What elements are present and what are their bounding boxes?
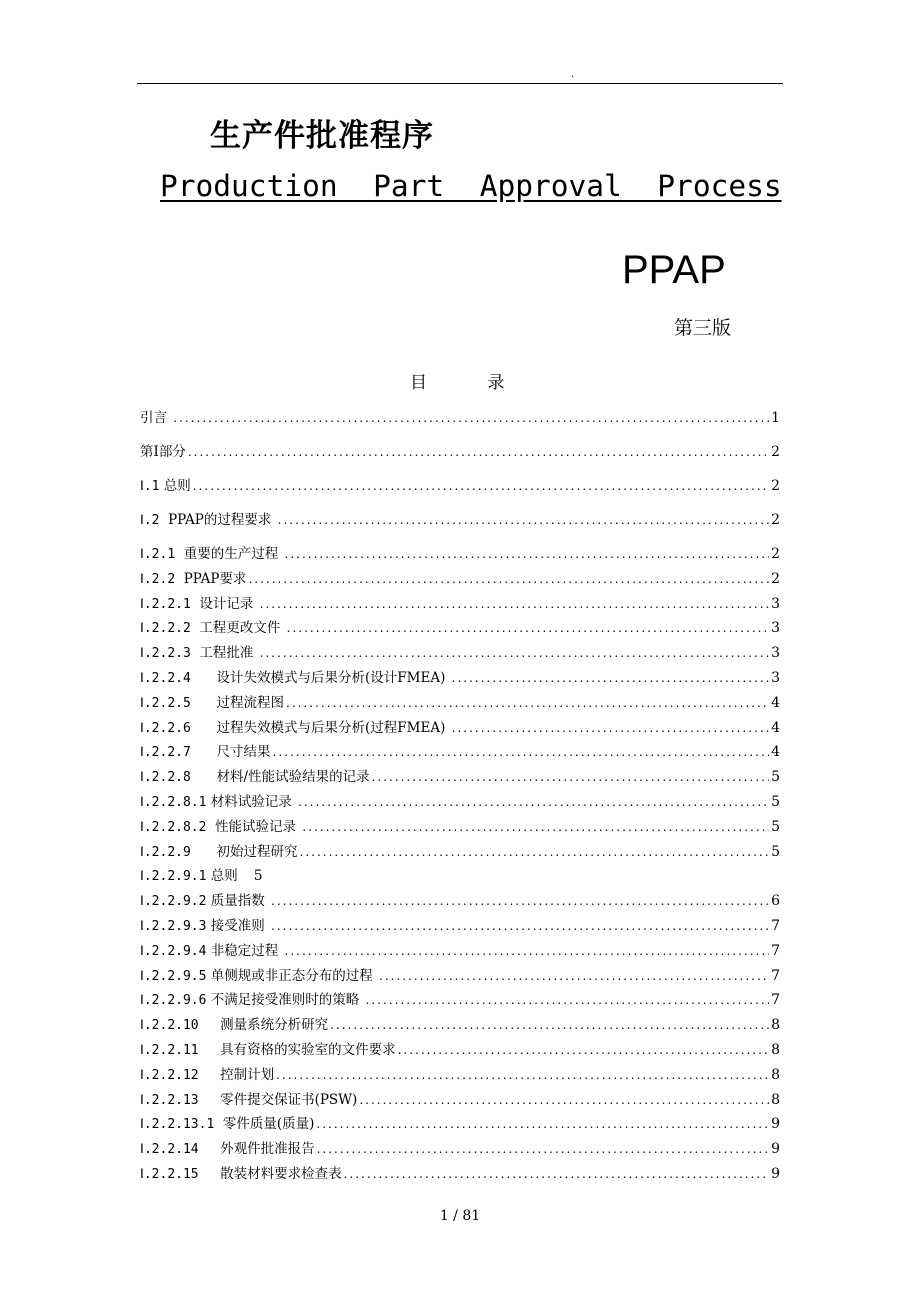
toc-entry[interactable]: [140, 1013, 780, 1038]
toc-entry-page: 2: [771, 444, 780, 460]
toc-entry-title: 总则: [159, 478, 191, 494]
toc-entry-page: 3: [771, 620, 780, 637]
toc-entry-number: Ⅰ.2.2: [140, 571, 176, 587]
toc-entry-number: Ⅰ.2.2.6: [140, 720, 191, 736]
toc-dot-leader: [300, 845, 770, 859]
toc-dot-leader: [372, 770, 769, 784]
toc-entry-number: Ⅰ.2.2.9.4: [140, 943, 207, 959]
toc-entry-title: 性能试验记录: [206, 818, 301, 835]
toc-entry-label: [140, 440, 186, 460]
toc-entry-number: Ⅰ.2.2.7: [140, 745, 191, 761]
toc-entry-title: PPAP的过程要求: [159, 512, 276, 528]
toc-entry-page: 1: [771, 410, 780, 426]
toc-dot-leader: [260, 597, 769, 611]
toc-dot-leader: [271, 894, 769, 908]
toc-entry-number: Ⅰ.2.2.13.1: [140, 1117, 215, 1133]
toc-entry-label: [140, 1112, 314, 1132]
toc-entry-title: 材料/性能试验结果的记录: [190, 769, 370, 786]
toc-dot-leader: [452, 671, 769, 685]
toc-dot-leader: [278, 513, 769, 527]
toc-dot-leader: [302, 820, 769, 834]
toc-entry-number: Ⅰ.2: [140, 513, 160, 528]
toc-entry-label: [140, 641, 258, 661]
toc-entry[interactable]: [140, 864, 780, 889]
document-title-english: Production Part Approval Process: [160, 169, 782, 203]
toc-entry-page: 5: [771, 793, 780, 810]
toc-entry-label: [140, 508, 276, 528]
toc-dot-leader: [287, 621, 769, 635]
toc-entry[interactable]: [140, 716, 780, 741]
toc-entry-page: 5: [253, 868, 263, 885]
toc-entry[interactable]: [140, 889, 780, 914]
toc-dot-leader: [260, 646, 769, 660]
document-title-chinese: 生产件批准程序: [210, 118, 434, 154]
toc-entry-label: [140, 1038, 396, 1058]
toc-entry-page: 3: [771, 669, 780, 686]
toc-entry[interactable]: [140, 815, 780, 840]
toc-entry-number: Ⅰ.2.2.5: [140, 695, 191, 711]
toc-entry-title: 设计失效模式与后果分析(设计FMEA): [190, 669, 450, 686]
toc-entry-title: 质量指数: [206, 893, 270, 910]
toc-entry-title: 控制计划: [198, 1066, 275, 1083]
toc-entry-label: [140, 691, 284, 711]
toc-entry-title: 不满足接受准则时的策略: [206, 992, 364, 1009]
header-rule: [137, 83, 783, 84]
toc-heading: 目 录: [410, 373, 505, 393]
toc-entry-label: [140, 790, 296, 810]
toc-dot-leader: [188, 445, 769, 459]
toc-entry-title: 过程失效模式与后果分析(过程FMEA): [190, 719, 450, 736]
toc-entry-label: [140, 1063, 274, 1083]
toc-entry[interactable]: [140, 592, 780, 617]
toc-entry-number: Ⅰ.2.2.14: [140, 1142, 199, 1158]
toc-dot-leader: [366, 993, 770, 1007]
toc-entry-title: 第Ⅰ部分: [140, 444, 186, 460]
toc-entry[interactable]: [140, 641, 780, 666]
toc-entry-number: Ⅰ.2.2.9.6: [140, 993, 207, 1009]
toc-entry-title: PPAP要求: [175, 570, 247, 587]
toc-dot-leader: [286, 696, 769, 710]
toc-entry-title: 外观件批准报告: [198, 1141, 315, 1158]
toc-dot-leader: [285, 547, 770, 561]
toc-entry-number: Ⅰ.2.2.13: [140, 1092, 199, 1108]
toc-entry-title: 过程流程图: [190, 694, 285, 711]
toc-entry[interactable]: [140, 508, 780, 542]
toc-entry-number: Ⅰ.2.2.10: [140, 1018, 199, 1034]
toc-entry-title: 非稳定过程: [206, 942, 283, 959]
toc-dot-leader: [330, 1018, 769, 1032]
toc-entry[interactable]: [140, 474, 780, 508]
toc-entry-label: [140, 406, 171, 426]
toc-entry-number: Ⅰ.2.2.9: [140, 844, 191, 860]
toc-entry-page: 4: [771, 719, 780, 736]
toc-entry[interactable]: [140, 691, 780, 716]
toc-entry[interactable]: [140, 840, 780, 865]
toc-entry-label: [140, 740, 271, 760]
toc-entry-label: [140, 567, 246, 587]
toc-entry-page: 2: [771, 546, 780, 562]
toc-entry-number: Ⅰ.2.2.9.2: [140, 894, 207, 910]
toc-entry-title: 总则: [206, 868, 238, 885]
toc-entry-page: 4: [771, 694, 780, 711]
toc-entry-number: Ⅰ.2.2.15: [140, 1166, 199, 1182]
toc-entry-page: 8: [771, 1041, 780, 1058]
toc-entry-label: [140, 939, 283, 959]
toc-dot-leader: [285, 944, 770, 958]
toc-entry-number: Ⅰ.2.2.8: [140, 770, 191, 786]
toc-entry[interactable]: [140, 1038, 780, 1063]
toc-entry-number: Ⅰ.2.2.9.3: [140, 918, 207, 934]
document-acronym: PPAP: [622, 248, 726, 292]
toc-entry-page: 5: [771, 769, 780, 786]
toc-entry-number: Ⅰ.2.2.8.2: [140, 819, 207, 835]
toc-entry-number: Ⅰ.2.2.9.5: [140, 968, 207, 984]
toc-entry-title: 测量系统分析研究: [198, 1017, 329, 1034]
toc-entry[interactable]: [140, 740, 780, 765]
toc-entry-page: 7: [771, 917, 780, 934]
toc-entry-title: 设计记录: [190, 595, 258, 612]
toc-entry[interactable]: [140, 406, 780, 440]
toc-entry-label: [140, 616, 285, 636]
toc-entry-label: [140, 964, 377, 984]
toc-dot-leader: [359, 1093, 769, 1107]
toc-dot-leader: [316, 1117, 769, 1131]
toc-entry-title: 尺寸结果: [190, 744, 271, 761]
toc-entry-page: 7: [771, 992, 780, 1009]
toc-entry[interactable]: [140, 1112, 780, 1137]
toc-entry-label: [140, 988, 364, 1008]
toc-entry[interactable]: [140, 440, 780, 474]
toc-entry-page: 5: [771, 818, 780, 835]
toc-entry-number: Ⅰ.2.2.9.1: [140, 869, 207, 885]
toc-entry-number: Ⅰ.2.2.1: [140, 596, 191, 612]
toc-entry-title: 具有资格的实验室的文件要求: [198, 1041, 396, 1058]
toc-entry[interactable]: [140, 1063, 780, 1088]
toc-entry[interactable]: [140, 666, 780, 691]
toc-entry-page: 9: [771, 1141, 780, 1158]
toc-entry[interactable]: [140, 1162, 780, 1187]
toc-entry-page: 6: [771, 893, 780, 910]
page-indicator: 1 / 81: [439, 1208, 481, 1224]
toc-entry-number: Ⅰ.2.2.8.1: [140, 794, 207, 810]
toc-entry[interactable]: [140, 1137, 780, 1162]
toc-entry[interactable]: [140, 616, 780, 641]
toc-dot-leader: [317, 1142, 769, 1156]
toc-entry[interactable]: [140, 542, 780, 567]
toc-dot-leader: [276, 1068, 769, 1082]
toc-dot-leader: [344, 1167, 769, 1181]
toc-entry[interactable]: [140, 964, 780, 989]
toc-entry-number: Ⅰ.2.2.4: [140, 670, 191, 686]
toc-entry-title: 单侧规或非正态分布的过程: [206, 967, 378, 984]
toc-entry-page: 2: [771, 570, 780, 587]
toc-dot-leader: [273, 745, 770, 759]
toc-entry-label: [140, 1162, 342, 1182]
toc-entry-label: [140, 914, 269, 934]
toc-entry-page: 5: [771, 843, 780, 860]
toc-entry-label: [140, 864, 238, 884]
toc-entry-label: [140, 1088, 357, 1108]
toc-entry[interactable]: [140, 765, 780, 790]
toc-entry-title: 重要的生产过程: [175, 546, 283, 562]
toc-entry-page: 3: [771, 595, 780, 612]
toc-entry-label: [140, 815, 300, 835]
toc-entry[interactable]: [140, 914, 780, 939]
table-of-contents: [140, 406, 780, 1187]
toc-entry-number: Ⅰ.2.2.11: [140, 1042, 199, 1058]
header-mark: .: [571, 69, 575, 80]
toc-entry-page: 8: [771, 1091, 780, 1108]
toc-entry-page: 2: [771, 512, 780, 528]
toc-entry[interactable]: [140, 939, 780, 964]
toc-entry-page: 7: [771, 967, 780, 984]
toc-entry-number: Ⅰ.2.1: [140, 547, 176, 562]
toc-entry-page: 8: [771, 1066, 780, 1083]
edition-label: 第三版: [674, 317, 732, 339]
toc-dot-leader: [379, 969, 769, 983]
toc-entry-title: 初始过程研究: [190, 843, 298, 860]
toc-entry-title: 工程更改文件: [190, 620, 285, 637]
toc-dot-leader: [173, 411, 769, 425]
toc-dot-leader: [452, 721, 769, 735]
toc-entry-label: [140, 1137, 315, 1157]
toc-entry-page: 2: [771, 478, 780, 494]
toc-entry[interactable]: [140, 567, 780, 592]
toc-entry-page: 7: [771, 942, 780, 959]
toc-entry-label: [140, 765, 370, 785]
toc-entry-title: 散装材料要求检查表: [198, 1165, 342, 1182]
toc-entry-title: 工程批准: [190, 645, 258, 662]
toc-dot-leader: [298, 795, 769, 809]
toc-entry[interactable]: [140, 790, 780, 815]
toc-entry-label: [140, 1013, 328, 1033]
toc-entry-label: [140, 666, 450, 686]
toc-entry-title: 零件提交保证书(PSW): [198, 1091, 358, 1108]
toc-entry-label: [140, 542, 283, 562]
toc-entry-title: 引言: [140, 410, 172, 426]
toc-entry[interactable]: [140, 1088, 780, 1113]
toc-entry-page: 9: [771, 1165, 780, 1182]
toc-entry-label: [140, 474, 191, 494]
toc-dot-leader: [248, 572, 769, 586]
toc-entry-number: Ⅰ.2.2.12: [140, 1067, 199, 1083]
toc-entry-number: Ⅰ.1: [140, 479, 160, 494]
toc-entry-label: [140, 840, 298, 860]
toc-dot-leader: [271, 919, 769, 933]
toc-entry-page: 8: [771, 1017, 780, 1034]
toc-entry-label: [140, 716, 450, 736]
toc-dot-leader: [398, 1043, 769, 1057]
toc-entry[interactable]: [140, 988, 780, 1013]
toc-entry-title: 零件质量(质量): [214, 1116, 315, 1133]
toc-entry-page: 3: [771, 645, 780, 662]
toc-entry-label: [140, 889, 269, 909]
toc-entry-number: Ⅰ.2.2.2: [140, 621, 191, 637]
toc-entry-number: Ⅰ.2.2.3: [140, 646, 191, 662]
toc-entry-page: 4: [771, 744, 780, 761]
toc-entry-title: 接受准则: [206, 917, 270, 934]
toc-dot-leader: [193, 479, 769, 493]
toc-entry-title: 材料试验记录: [206, 793, 297, 810]
toc-entry-label: [140, 592, 258, 612]
toc-entry-page: 9: [771, 1116, 780, 1133]
